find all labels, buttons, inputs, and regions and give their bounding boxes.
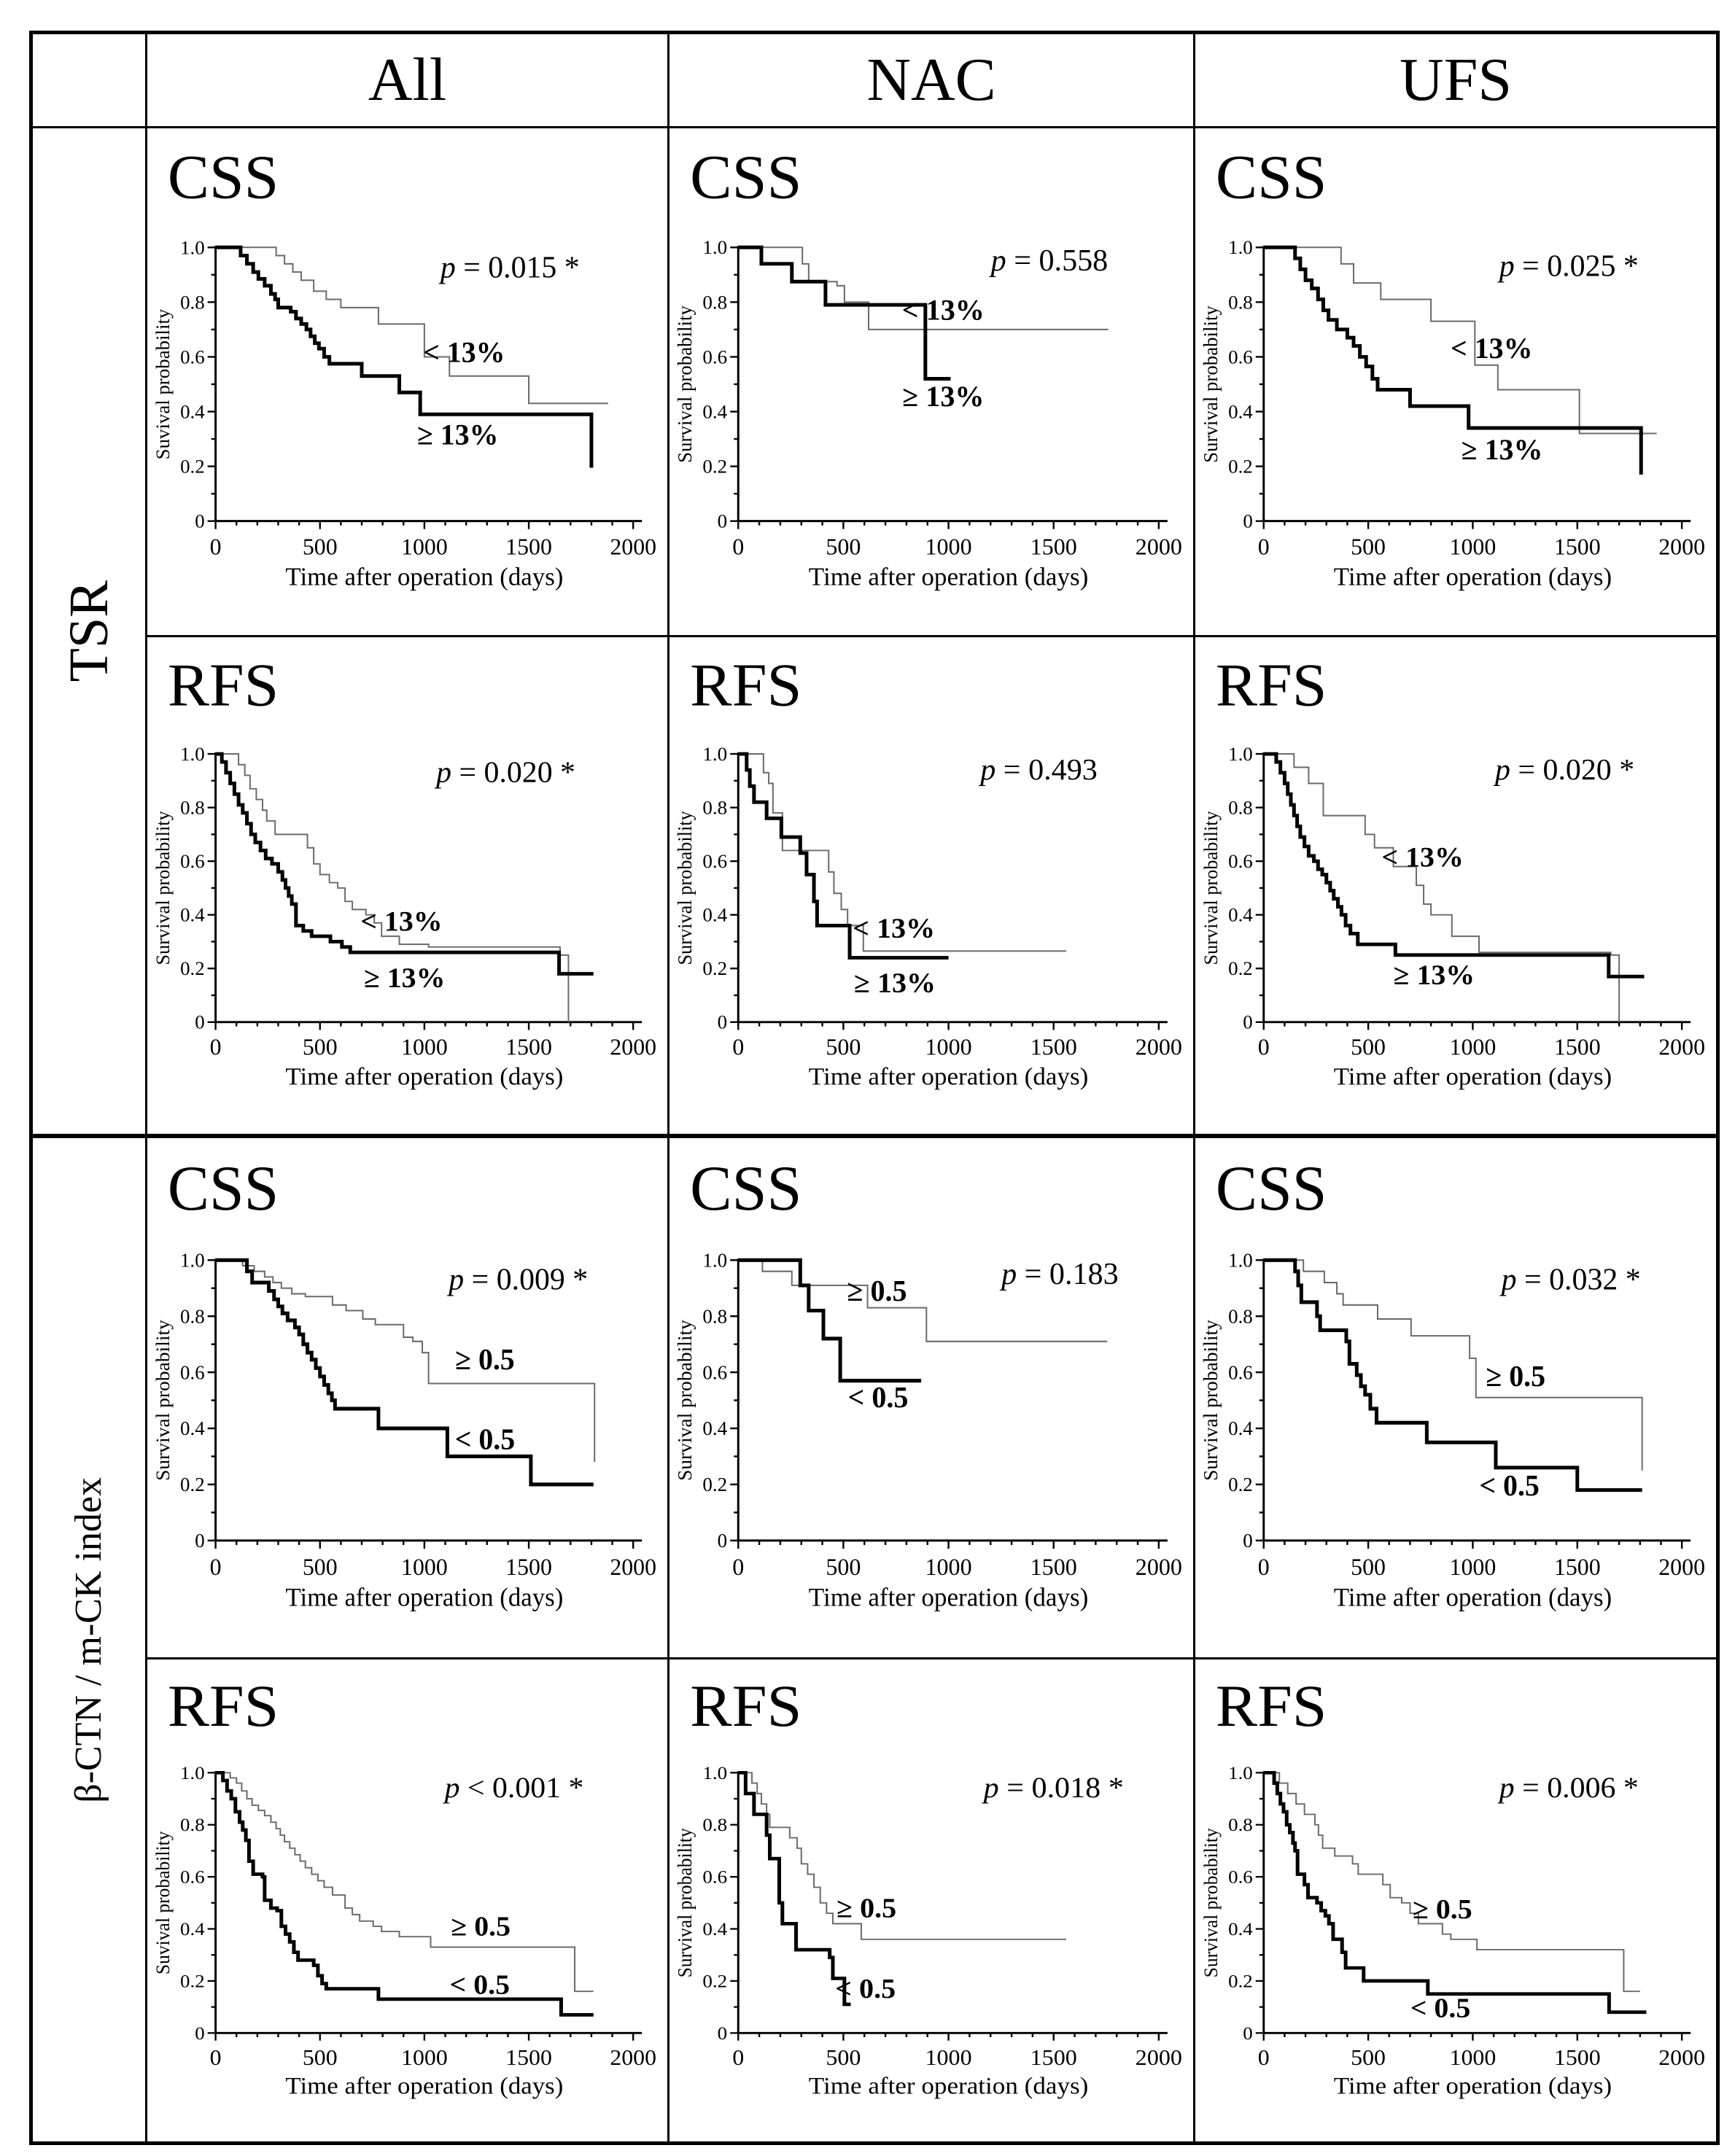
- y-tick-label: 1.0: [180, 1762, 205, 1783]
- y-axis-title: Survival probability: [152, 1320, 174, 1482]
- y-axis-title: Survival probability: [1199, 306, 1222, 463]
- x-tick-label: 500: [302, 1034, 338, 1060]
- x-tick-label: 1500: [505, 534, 552, 560]
- group-label: ≥ 13%: [363, 962, 446, 994]
- group-label: < 0.5: [449, 1969, 510, 2001]
- x-ticks: [1258, 521, 1705, 560]
- group-label: < 0.5: [847, 1380, 909, 1414]
- x-tick-label: 0: [732, 534, 745, 560]
- y-tick-label: 0.4: [702, 1417, 728, 1440]
- p-value-label: p = 0.493: [980, 752, 1098, 786]
- y-axis-title: Survival probability: [1200, 1828, 1222, 1978]
- plot-tsr-css-nac: [667, 126, 1193, 635]
- column-header-ufs: UFS: [1193, 34, 1716, 126]
- row-header-tsr: [33, 126, 145, 1134]
- p-value-label: p = 0.009 *: [449, 1262, 589, 1297]
- plot-tsr-rfs-ufs: [1193, 635, 1716, 1134]
- x-tick-label: 1000: [1449, 534, 1497, 560]
- y-tick-label: 0.6: [180, 1867, 205, 1888]
- y-axis-title: Survival probability: [1199, 811, 1222, 965]
- p-value-label: p = 0.183: [1001, 1256, 1119, 1291]
- x-ticks: [1258, 2033, 1705, 2069]
- x-tick-label: 2000: [1135, 1553, 1182, 1580]
- group-label: < 13%: [1381, 841, 1464, 873]
- plot-outcome-title: CSS: [1215, 142, 1327, 212]
- x-ticks: [210, 1541, 656, 1580]
- y-tick-label: 0.2: [1228, 1473, 1253, 1496]
- y-tick-label: 1.0: [702, 1249, 728, 1272]
- y-tick-label: 0.8: [180, 291, 205, 314]
- x-axis-title: Time after operation (days): [808, 1582, 1089, 1612]
- x-tick-label: 2000: [1658, 2044, 1706, 2070]
- x-tick-label: 2000: [610, 534, 657, 560]
- x-axis-title: Time after operation (days): [285, 562, 564, 591]
- y-tick-label: 0.6: [1228, 346, 1253, 368]
- p-value-label: p = 0.020 *: [436, 755, 575, 789]
- x-tick-label: 2000: [1135, 534, 1182, 560]
- p-value-label: p = 0.025 *: [1499, 249, 1639, 284]
- y-tick-label: 0.8: [702, 796, 728, 819]
- y-tick-label: 0.8: [1228, 796, 1253, 819]
- x-tick-label: 2000: [1135, 2044, 1182, 2070]
- x-axis-title: Time after operation (days): [1333, 1583, 1612, 1612]
- x-ticks: [732, 2033, 1182, 2069]
- x-tick-label: 500: [826, 534, 861, 560]
- plot-tsr-rfs-nac: [667, 635, 1193, 1134]
- y-tick-label: 0.4: [702, 903, 728, 926]
- x-tick-label: 1000: [401, 2044, 448, 2070]
- y-tick-label: 0.4: [180, 400, 205, 423]
- group-label: ≥ 0.5: [1486, 1359, 1546, 1393]
- y-axis-title: Survival probability: [673, 306, 696, 463]
- x-tick-label: 1500: [1553, 2044, 1601, 2070]
- p-value-label: p = 0.020 *: [1495, 752, 1635, 786]
- x-ticks: [732, 1541, 1182, 1580]
- y-tick-label: 0.8: [702, 1305, 728, 1328]
- x-axis-title: Time after operation (days): [285, 1583, 564, 1612]
- plot-bctn-css-all: [145, 1134, 667, 1657]
- x-tick-label: 1000: [925, 2044, 972, 2070]
- km-plot-svg: [1195, 637, 1716, 1134]
- group-label: < 13%: [853, 912, 936, 944]
- y-tick-label: 1.0: [702, 236, 728, 259]
- x-tick-label: 500: [302, 2044, 338, 2070]
- y-axis-title: Suvival probability: [151, 308, 174, 460]
- group-label: ≥ 13%: [1393, 959, 1475, 992]
- y-ticks: [1228, 743, 1264, 1032]
- plot-outcome-title: RFS: [690, 1673, 802, 1740]
- km-plot-svg: [669, 128, 1193, 635]
- survival-curve-thin: [216, 1772, 594, 1991]
- x-tick-label: 1500: [1553, 534, 1601, 560]
- y-tick-label: 0.2: [180, 1971, 205, 1992]
- y-tick-label: 0: [717, 1011, 728, 1033]
- x-tick-label: 1000: [401, 1034, 448, 1060]
- plot-tsr-css-ufs: [1193, 126, 1716, 635]
- x-ticks: [732, 1022, 1182, 1060]
- plot-bctn-css-nac: [667, 1134, 1193, 1657]
- y-tick-label: 0.6: [1228, 850, 1253, 872]
- y-tick-label: 0: [195, 1529, 205, 1552]
- p-value-label: p = 0.018 *: [983, 1771, 1124, 1804]
- y-tick-label: 0.6: [702, 346, 728, 368]
- plot-outcome-title: CSS: [1215, 1153, 1327, 1224]
- group-label: ≥ 13%: [902, 379, 985, 413]
- y-ticks: [1228, 1249, 1264, 1552]
- y-tick-label: 0.4: [1228, 903, 1253, 926]
- y-tick-label: 0.2: [1228, 957, 1253, 979]
- row-header-bctn-mck-index: [33, 1134, 145, 2141]
- y-ticks: [180, 1762, 216, 2043]
- y-ticks: [180, 236, 216, 532]
- km-plot-svg: [1195, 128, 1716, 635]
- group-label: ≥ 0.5: [1413, 1894, 1472, 1925]
- x-tick-label: 1000: [925, 1035, 972, 1060]
- plot-outcome-title: RFS: [690, 651, 802, 720]
- y-tick-label: 0.2: [702, 1473, 728, 1496]
- x-tick-label: 2000: [1658, 1553, 1706, 1580]
- x-tick-label: 1500: [505, 1034, 552, 1060]
- y-tick-label: 0.2: [180, 1473, 205, 1496]
- y-ticks: [1228, 236, 1264, 532]
- y-ticks: [180, 1249, 216, 1552]
- row-header-bctn-mck-index-label: β-CTN / m-CK index: [68, 1476, 109, 1803]
- plot-tsr-css-all: [145, 126, 667, 635]
- x-tick-label: 0: [732, 2044, 745, 2070]
- x-tick-label: 1000: [1449, 2044, 1497, 2070]
- row-header-tsr-label: TSR: [58, 580, 120, 682]
- x-tick-label: 0: [209, 1034, 222, 1060]
- x-ticks: [1258, 1022, 1705, 1060]
- y-tick-label: 0.8: [180, 796, 205, 819]
- y-axis-title: Survival probability: [674, 1320, 696, 1482]
- group-label: < 0.5: [835, 1973, 896, 2004]
- y-tick-label: 0.4: [180, 903, 205, 926]
- x-axis-title: Time after operation (days): [285, 2073, 564, 2100]
- y-tick-label: 1.0: [1228, 1762, 1253, 1783]
- y-tick-label: 0.6: [180, 1361, 205, 1384]
- y-tick-label: 0: [717, 510, 728, 532]
- y-tick-label: 1.0: [1228, 236, 1253, 259]
- y-tick-label: 0.8: [702, 1814, 728, 1836]
- survival-curve-thin: [1264, 1772, 1640, 1991]
- y-axis-title: Survival probability: [1200, 1320, 1222, 1482]
- x-tick-label: 0: [1257, 2044, 1270, 2070]
- y-tick-label: 0.8: [180, 1305, 205, 1328]
- x-axis-title: Time after operation (days): [808, 2073, 1089, 2100]
- x-tick-label: 1500: [505, 1553, 552, 1580]
- km-plot-svg: [1195, 1659, 1716, 2141]
- x-tick-label: 500: [1351, 534, 1386, 560]
- y-tick-label: 0: [717, 2023, 728, 2044]
- plot-outcome-title: CSS: [690, 1152, 802, 1224]
- plot-bctn-rfs-nac: [667, 1657, 1193, 2141]
- x-tick-label: 1000: [925, 1553, 972, 1580]
- y-tick-label: 0: [1243, 1011, 1253, 1033]
- x-tick-label: 0: [209, 1553, 222, 1580]
- y-tick-label: 0.2: [180, 957, 205, 979]
- y-tick-label: 0.8: [702, 291, 728, 314]
- group-label: ≥ 13%: [1461, 433, 1543, 467]
- column-header-all: All: [145, 34, 667, 126]
- y-tick-label: 1.0: [180, 1249, 205, 1272]
- x-tick-label: 1500: [1553, 1553, 1601, 1580]
- survival-curve-thick: [216, 1772, 594, 2015]
- km-plot-svg: [669, 637, 1193, 1134]
- y-tick-label: 0.4: [1228, 400, 1253, 423]
- x-tick-label: 1500: [1030, 1553, 1077, 1580]
- x-tick-label: 1000: [1449, 1035, 1497, 1060]
- y-axis-title: Survival probability: [674, 1828, 696, 1978]
- x-tick-label: 500: [1351, 1035, 1386, 1060]
- y-tick-label: 1.0: [1228, 1249, 1253, 1272]
- km-plot-svg: [147, 128, 667, 635]
- y-tick-label: 0.6: [702, 850, 728, 872]
- survival-curve-thick: [738, 1772, 850, 2004]
- y-tick-label: 0.6: [1228, 1867, 1253, 1888]
- group-label: < 13%: [1451, 332, 1533, 365]
- plot-bctn-css-ufs: [1193, 1134, 1716, 1657]
- x-tick-label: 500: [302, 1553, 338, 1580]
- y-tick-label: 0.6: [180, 346, 205, 368]
- y-tick-label: 0.4: [702, 1918, 728, 1939]
- x-axis-title: Time after operation (days): [1333, 1063, 1612, 1091]
- group-label: < 0.5: [1479, 1468, 1540, 1503]
- y-ticks: [1228, 1762, 1264, 2043]
- x-tick-label: 0: [732, 1553, 745, 1580]
- plot-outcome-title: RFS: [167, 651, 279, 720]
- y-tick-label: 0.2: [1228, 1971, 1253, 1992]
- x-tick-label: 2000: [1135, 1035, 1182, 1060]
- group-label: ≥ 0.5: [455, 1342, 515, 1377]
- y-tick-label: 0.6: [702, 1361, 728, 1384]
- x-axis-title: Time after operation (days): [808, 1063, 1089, 1091]
- x-tick-label: 500: [302, 534, 338, 560]
- x-tick-label: 0: [1257, 1553, 1270, 1580]
- group-label: < 0.5: [454, 1423, 516, 1456]
- group-label: ≥ 0.5: [847, 1274, 907, 1307]
- km-plot-svg: [147, 637, 667, 1134]
- p-value-label: p = 0.558: [990, 244, 1109, 278]
- x-axis-title: Time after operation (days): [285, 1062, 564, 1091]
- x-tick-label: 500: [826, 2044, 861, 2070]
- x-tick-label: 2000: [610, 2044, 657, 2070]
- x-tick-label: 1500: [1030, 1035, 1077, 1060]
- x-tick-label: 500: [826, 1553, 861, 1580]
- y-tick-label: 0.2: [702, 1971, 728, 1992]
- y-tick-label: 1.0: [702, 1762, 728, 1783]
- x-tick-label: 1500: [1030, 2044, 1077, 2070]
- x-tick-label: 0: [209, 534, 222, 560]
- y-ticks: [702, 1762, 738, 2043]
- x-axis-title: Time after operation (days): [808, 562, 1089, 591]
- x-tick-label: 2000: [610, 1034, 657, 1060]
- y-axis-title: Survival probability: [673, 811, 696, 965]
- y-tick-label: 0: [1243, 1529, 1253, 1552]
- y-tick-label: 0.2: [1228, 455, 1253, 478]
- y-tick-label: 0.2: [702, 957, 728, 979]
- x-tick-label: 2000: [1658, 534, 1706, 560]
- y-tick-label: 1.0: [180, 743, 205, 765]
- y-tick-label: 0.4: [1228, 1918, 1253, 1939]
- corner-empty-cell: [33, 34, 145, 126]
- x-tick-label: 1000: [401, 1553, 448, 1580]
- y-tick-label: 0.6: [1228, 1361, 1253, 1384]
- x-tick-label: 500: [1351, 2044, 1386, 2070]
- x-ticks: [210, 521, 656, 560]
- group-label: < 13%: [360, 905, 443, 938]
- km-plot-svg: [669, 1138, 1193, 1657]
- y-tick-label: 0: [1243, 510, 1253, 532]
- plot-bctn-rfs-all: [145, 1657, 667, 2141]
- x-axis-title: Time after operation (days): [1333, 2073, 1612, 2100]
- km-plot-svg: [147, 1138, 667, 1657]
- x-tick-label: 500: [1351, 1553, 1386, 1580]
- km-plot-svg: [1195, 1138, 1716, 1657]
- plot-outcome-title: RFS: [1215, 1673, 1327, 1740]
- x-ticks: [1258, 1541, 1705, 1580]
- plot-outcome-title: CSS: [167, 1153, 279, 1224]
- p-value-label: p = 0.015 *: [440, 251, 580, 285]
- x-tick-label: 1500: [1553, 1035, 1601, 1060]
- x-tick-label: 2000: [610, 1553, 657, 1580]
- x-ticks: [210, 2033, 656, 2069]
- group-label: < 13%: [901, 293, 985, 327]
- y-tick-label: 0.8: [1228, 1305, 1253, 1328]
- y-tick-label: 0: [195, 1011, 205, 1033]
- group-label: ≥ 13%: [853, 967, 936, 1000]
- group-label: ≥ 0.5: [837, 1893, 897, 1924]
- x-tick-label: 1000: [401, 534, 448, 560]
- x-tick-label: 1000: [925, 534, 972, 560]
- x-ticks: [210, 1022, 656, 1060]
- x-tick-label: 1500: [1030, 534, 1077, 560]
- y-tick-label: 0.4: [180, 1417, 205, 1440]
- x-ticks: [732, 521, 1182, 560]
- y-tick-label: 0.4: [1228, 1417, 1253, 1440]
- y-tick-label: 0.2: [180, 455, 205, 478]
- x-tick-label: 1500: [505, 2044, 552, 2070]
- y-tick-label: 1.0: [1228, 743, 1253, 765]
- y-tick-label: 0: [195, 510, 205, 532]
- y-tick-label: 0.6: [180, 850, 205, 872]
- y-ticks: [702, 236, 738, 532]
- x-tick-label: 1000: [1449, 1553, 1497, 1580]
- plot-bctn-rfs-ufs: [1193, 1657, 1716, 2141]
- group-label: < 13%: [423, 336, 505, 369]
- y-tick-label: 0: [717, 1529, 728, 1552]
- y-tick-label: 0.4: [702, 400, 728, 423]
- y-tick-label: 0.8: [1228, 291, 1253, 314]
- figure-table: [29, 31, 1720, 2145]
- plot-tsr-rfs-all: [145, 635, 667, 1134]
- plot-outcome-title: RFS: [1215, 651, 1327, 720]
- y-ticks: [702, 1249, 738, 1552]
- group-label: < 0.5: [1410, 1993, 1471, 2024]
- p-value-label: p = 0.032 *: [1501, 1262, 1641, 1297]
- x-tick-label: 2000: [1658, 1035, 1706, 1060]
- y-tick-label: 1.0: [702, 743, 728, 765]
- y-ticks: [180, 743, 216, 1033]
- group-label: ≥ 13%: [416, 419, 499, 451]
- p-value-label: p < 0.001 *: [444, 1771, 584, 1804]
- survival-curve-thick: [1264, 1772, 1647, 2012]
- y-tick-label: 0: [195, 2023, 205, 2044]
- plot-outcome-title: CSS: [167, 142, 279, 212]
- y-tick-label: 0.8: [180, 1814, 205, 1836]
- group-label: ≥ 0.5: [451, 1911, 511, 1942]
- y-ticks: [702, 743, 738, 1032]
- y-tick-label: 0.6: [702, 1867, 728, 1888]
- y-tick-label: 0: [1243, 2023, 1253, 2044]
- x-tick-label: 500: [826, 1035, 861, 1060]
- y-tick-label: 0.4: [180, 1918, 205, 1939]
- km-plot-svg: [147, 1659, 667, 2141]
- y-axis-title: Suvival probability: [152, 1831, 174, 1975]
- y-tick-label: 1.0: [180, 236, 205, 259]
- x-tick-label: 0: [209, 2044, 222, 2070]
- km-plot-svg: [669, 1659, 1193, 2141]
- plot-outcome-title: RFS: [167, 1673, 279, 1740]
- x-tick-label: 0: [1257, 534, 1270, 560]
- y-tick-label: 0.2: [702, 455, 728, 478]
- y-tick-label: 0.8: [1228, 1814, 1253, 1836]
- x-tick-label: 0: [1257, 1035, 1270, 1060]
- y-axis-title: Survival probability: [151, 811, 174, 965]
- p-value-label: p = 0.006 *: [1499, 1771, 1639, 1804]
- x-axis-title: Time after operation (days): [1333, 562, 1612, 591]
- x-tick-label: 0: [732, 1035, 745, 1060]
- column-header-nac: NAC: [667, 34, 1193, 126]
- plot-outcome-title: CSS: [690, 141, 802, 212]
